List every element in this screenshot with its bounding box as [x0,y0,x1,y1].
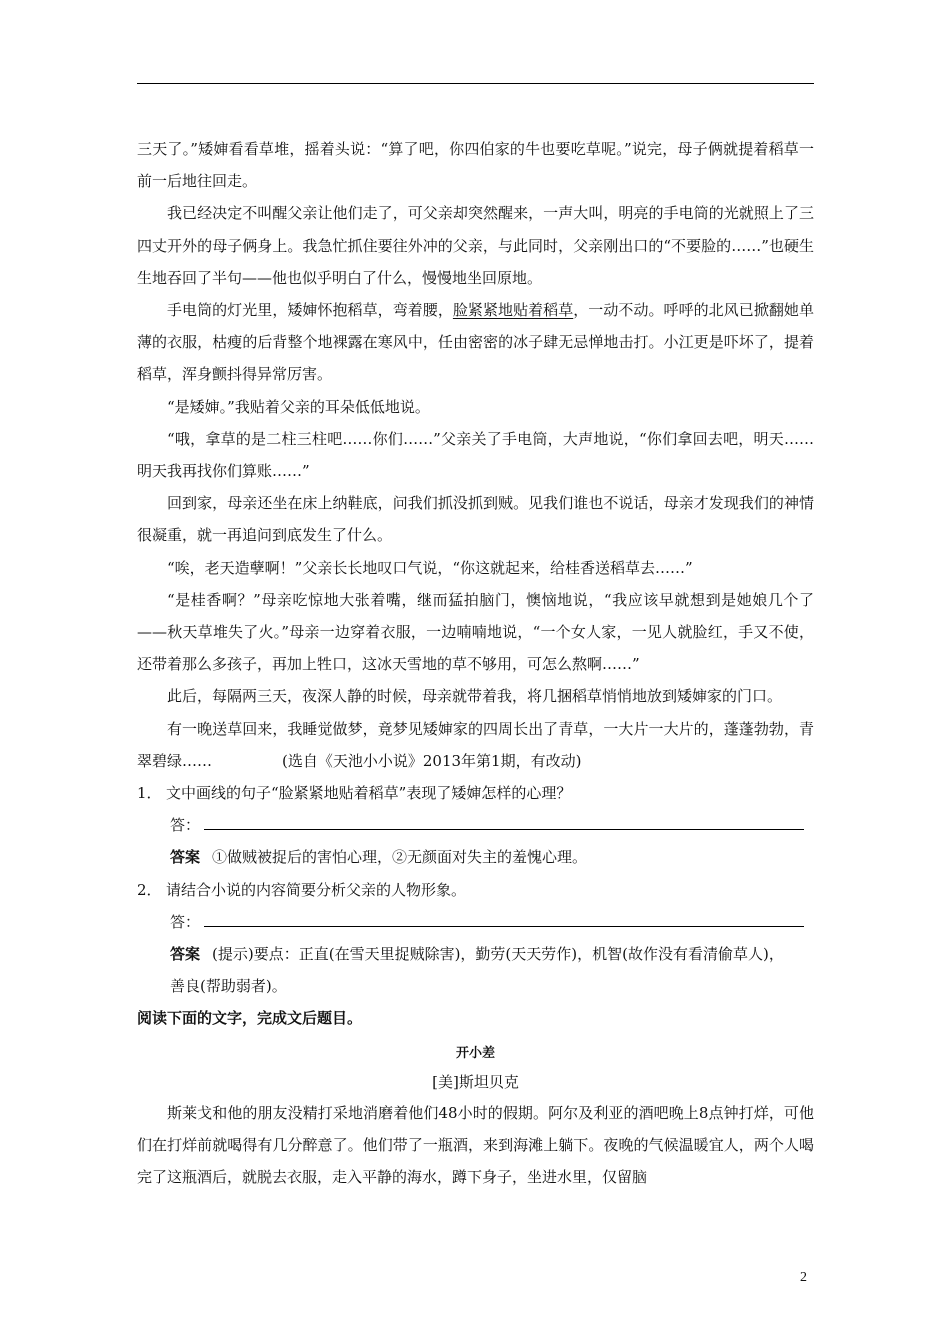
paragraph: 我已经决定不叫醒父亲让他们走了，可父亲却突然醒来，一声大叫，明亮的手电筒的光就照上了三四丈开外的母子俩身上。我急忙抓住要往外冲的父亲，与此同时，父亲刚出口的“不要脸的……”也硬生生地吞回了半句——他也似乎明白了什么，慢慢地坐回原地。 [137,204,814,287]
page-content [137,133,814,1193]
answer-2 [137,938,814,970]
question-number: 2． [137,880,162,899]
paragraph: 回到家，母亲还坐在床上纳鞋底，问我们抓没抓到贼。见我们谁也不说话，母亲才发现我们的神情很凝重，就一再追问到底发生了什么。 [137,494,814,545]
answer-line[interactable] [204,828,804,830]
question-number: 1． [137,784,162,803]
paragraph: “哦，拿草的是二柱三柱吧……你们……”父亲关了手电筒，大声地说，“你们拿回去吧，明天……明天我再找你们算账……” [137,429,814,481]
reading-instruction: 阅读下面的文字，完成文后题目。 [137,1009,363,1028]
paragraph-with-underline [137,294,814,391]
question-2 [137,874,814,906]
answer-text: ①做贼被捉后的害怕心理，②无颜面对失主的羞愧心理。 [212,848,588,867]
answer-1 [137,841,814,873]
answer-2-continued: 善良(帮助弱者)。 [170,977,287,996]
paragraph-text: ，一动不动。呼呼的北风已掀翻她单薄的衣服，枯瘦的后背整个地裸露在寒风中，任由密密的冰子肆无忌惮地击打。小江更是吓坏了，提着稻草，浑身颤抖得异常厉害。 [137,301,814,384]
underlined-sentence: 脸紧紧地贴着稻草 [452,301,574,320]
question-text: 文中画线的句子“脸紧紧地贴着稻草”表现了矮婶怎样的心理？ [166,784,572,803]
paragraph: “是桂香啊？”母亲吃惊地大张着嘴，继而猛拍脑门，懊恼地说，“我应该早就想到是她娘几个了——秋天草堆失了火。”母亲一边穿着衣服，一边喃喃地说，“一个女人家，一见人就脸红，手又不使，还带着那么多孩子，再加上牲口，这冰天雪地的草不够用，可怎么熬啊……” [137,590,814,674]
paragraph: “唉，老天造孽啊！”父亲长长地叹口气说，“你这就起来，给桂香送稻草去……” [167,558,693,577]
answer-prompt: 答： [170,816,201,835]
answer-line[interactable] [204,925,804,927]
page-number: 2 [800,1270,807,1285]
paragraph-text: 有一晚送草回来，我睡觉做梦，竟梦见矮婶家的四周长出了青草，一大片一大片的，蓬蓬勃勃，青翠碧绿…… [137,719,814,770]
paragraph-text: 手电筒的灯光里，矮婶怀抱稻草，弯着腰， [167,301,453,320]
paragraph: “是矮婶。”我贴着父亲的耳朵低低地说。 [167,397,430,416]
story-paragraph: 斯莱戈和他的朋友没精打采地消磨着他们48小时的假期。阿尔及利亚的酒吧晚上8点钟打烊，可他们在打烊前就喝得有几分醉意了。他们带了一瓶酒，来到海滩上躺下。夜晚的气候温暖宜人，两个人喝完了这瓶酒后，就脱去衣服，走入平静的海水，蹲下身子，坐进水里，仅留脑 [137,1103,814,1187]
answer-blank-2 [137,906,814,938]
answer-label: 答案 [170,848,201,867]
source-citation: (选自《天池小小说》2013年第1期，有改动) [282,751,582,770]
story-author: [美]斯坦贝克 [432,1072,519,1091]
answer-prompt: 答： [170,912,201,931]
question-text: 请结合小说的内容简要分析父亲的人物形象。 [166,880,467,899]
header-rule [137,83,814,84]
paragraph: 此后，每隔两三天，夜深人静的时候，母亲就带着我，将几捆稻草悄悄地放到矮婶家的门口。 [167,687,783,706]
story-title: 开小差 [455,1045,495,1061]
paragraph: 三天了。”矮婶看看草堆，摇着头说：“算了吧，你四伯家的牛也要吃草呢。”说完，母子俩就提着稻草一前一后地往回走。 [137,140,814,191]
question-1 [137,777,814,809]
answer-blank-1 [137,809,814,841]
answer-label: 答案 [170,945,201,964]
paragraph-with-source [137,713,814,777]
answer-text: (提示)要点：正直(在雪天里捉贼除害)，勤劳(天天劳作)，机智(故作没有看清偷草人)， [212,945,784,964]
